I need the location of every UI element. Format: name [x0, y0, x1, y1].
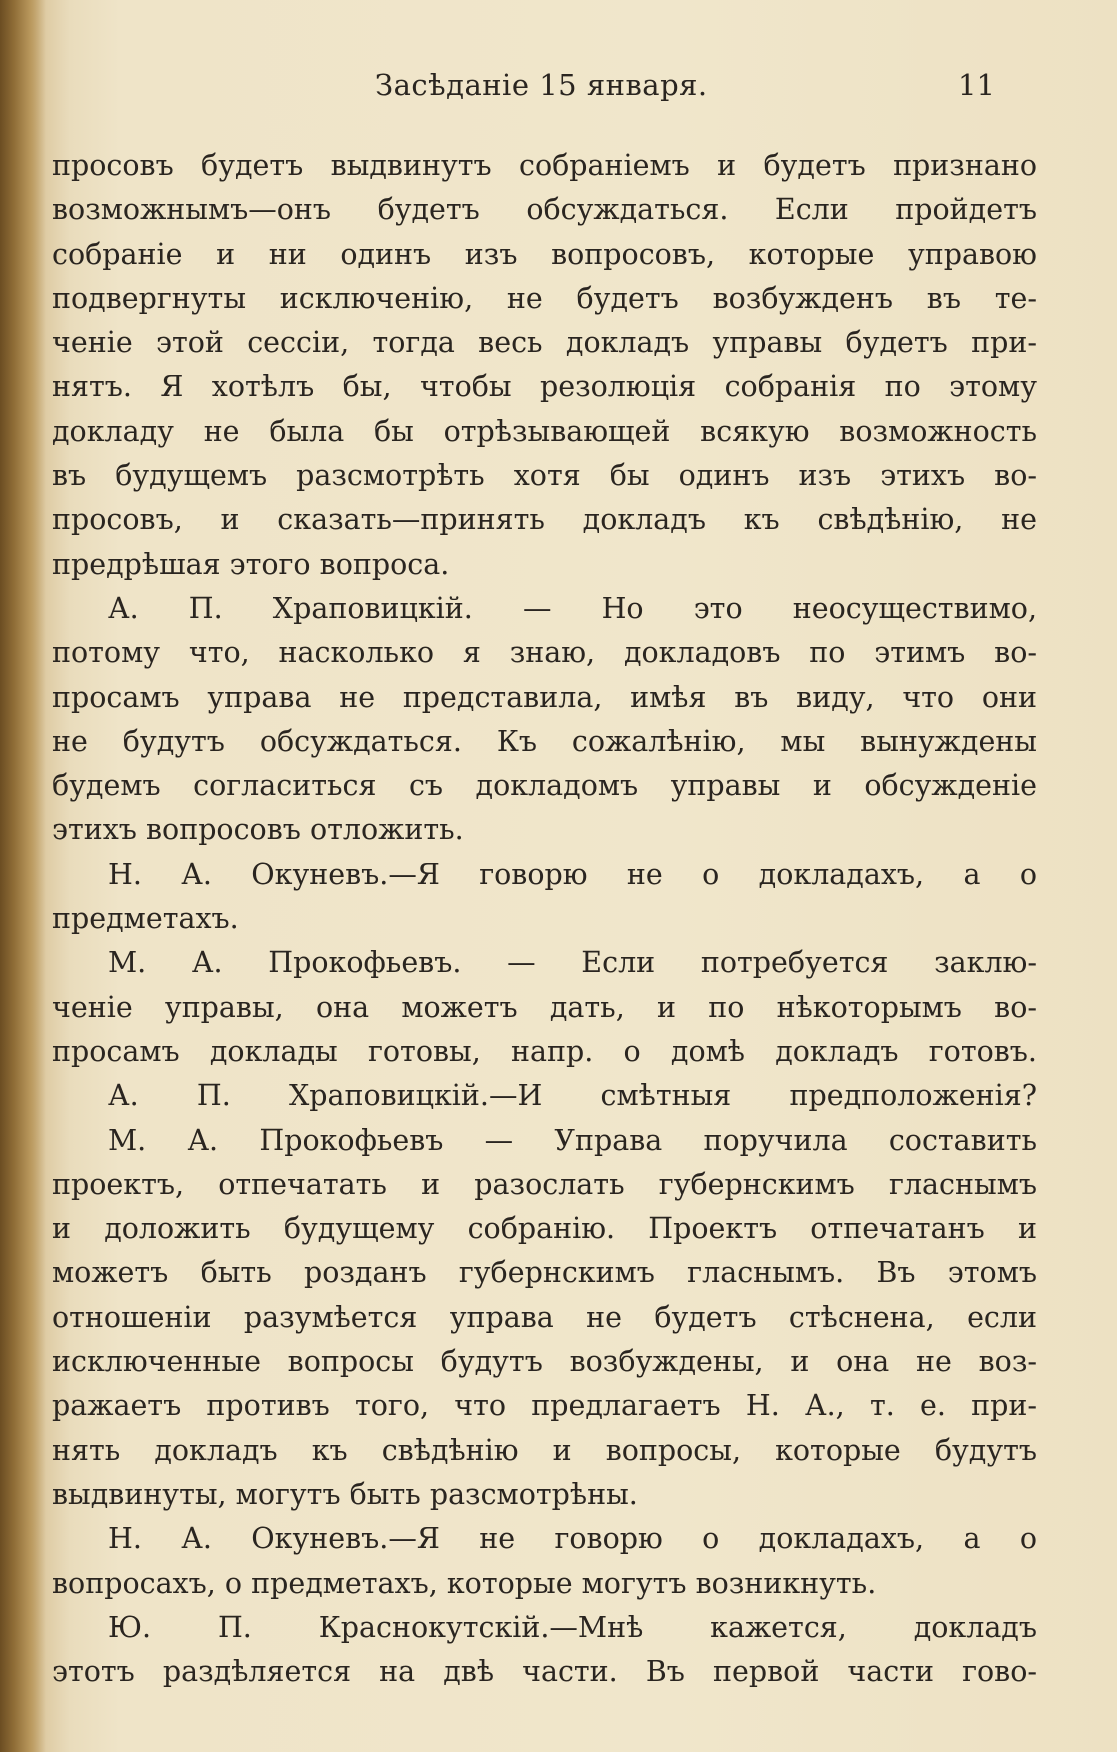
text-line: просамъ управа не представила, имѣя въ виду, что они	[52, 680, 1037, 714]
speaker-line: Н. А. Окуневъ.—Я не говорю о докладахъ, а о	[108, 1522, 1037, 1556]
text-line: ченіе управы, она можетъ дать, и по нѣкоторымъ во-	[52, 990, 1037, 1024]
text-line: ченіе этой сессіи, тогда весь докладъ управы будетъ при-	[52, 326, 1037, 360]
speaker-line: А. П. Храповицкій. — Но это неосуществимо,	[108, 591, 1037, 625]
text-line-paragraph-end: выдвинуты, могутъ быть разсмотрѣны.	[52, 1477, 638, 1511]
text-line: этотъ раздѣляется на двѣ части. Въ первой части гово-	[52, 1655, 1037, 1689]
text-line-paragraph-end: вопросахъ, о предметахъ, которые могутъ возникнуть.	[52, 1566, 877, 1600]
text-line-paragraph-end: предрѣшая этого вопроса.	[52, 547, 450, 581]
book-gutter	[0, 0, 46, 1752]
text-line: отношеніи разумѣется управа не будетъ стѣснена, если	[52, 1300, 1037, 1334]
text-line: ражаетъ противъ того, что предлагаетъ Н. А., т. е. при-	[52, 1389, 1037, 1423]
text-line: въ будущемъ разсмотрѣть хотя бы одинъ изъ этихъ во-	[52, 459, 1037, 493]
text-line: можетъ быть розданъ губернскимъ гласнымъ. Въ этомъ	[52, 1256, 1037, 1290]
speaker-line: Ю. П. Краснокутскій.—Мнѣ кажется, докладъ	[108, 1610, 1037, 1644]
text-line: подвергнуты исключенію, не будетъ возбужденъ въ те-	[52, 281, 1037, 315]
text-line: потому что, насколько я знаю, докладовъ по этимъ во-	[52, 636, 1037, 670]
text-line: докладу не была бы отрѣзывающей всякую возможность	[52, 414, 1037, 448]
text-line: просовъ, и сказать—принять докладъ къ свѣдѣнію, не	[52, 503, 1037, 537]
speaker-line: М. А. Прокофьевъ. — Если потребуется заклю-	[108, 946, 1037, 980]
text-line: будемъ согласиться съ докладомъ управы и обсужденіе	[52, 769, 1037, 803]
text-line: нятъ. Я хотѣлъ бы, чтобы резолюція собранія по этому	[52, 370, 1037, 404]
speaker-line: Н. А. Окуневъ.—Я говорю не о докладахъ, а о	[108, 857, 1037, 891]
text-line: просовъ будетъ выдвинутъ собраніемъ и будетъ признано	[52, 149, 1037, 182]
text-line: просамъ доклады готовы, напр. о домѣ докладъ готовъ.	[52, 1034, 1037, 1068]
page-header	[0, 68, 1117, 108]
text-line-paragraph-end: этихъ вопросовъ отложить.	[52, 813, 464, 847]
text-line: исключенные вопросы будутъ возбуждены, и она не воз-	[52, 1345, 1037, 1379]
running-title: Засѣданіе 15 января.	[375, 68, 708, 102]
text-line: проектъ, отпечатать и разослать губернскимъ гласнымъ	[52, 1167, 1037, 1201]
speaker-line: А. П. Храповицкій.—И смѣтныя предположенія?	[108, 1079, 1037, 1113]
text-line: возможнымъ—онъ будетъ обсуждаться. Если пройдетъ	[52, 193, 1037, 227]
text-line: нять докладъ къ свѣдѣнію и вопросы, которые будутъ	[52, 1433, 1037, 1467]
text-line-paragraph-end: предметахъ.	[52, 902, 239, 936]
text-line: и доложить будущему собранію. Проектъ отпечатанъ и	[52, 1212, 1037, 1246]
text-line: собраніе и ни одинъ изъ вопросовъ, которые управою	[52, 237, 1037, 271]
body-text	[52, 144, 1037, 1694]
page-number: 11	[958, 68, 995, 102]
text-line: не будутъ обсуждаться. Къ сожалѣнію, мы вынуждены	[52, 724, 1037, 758]
speaker-line: М. А. Прокофьевъ — Управа поручила составить	[108, 1123, 1037, 1157]
